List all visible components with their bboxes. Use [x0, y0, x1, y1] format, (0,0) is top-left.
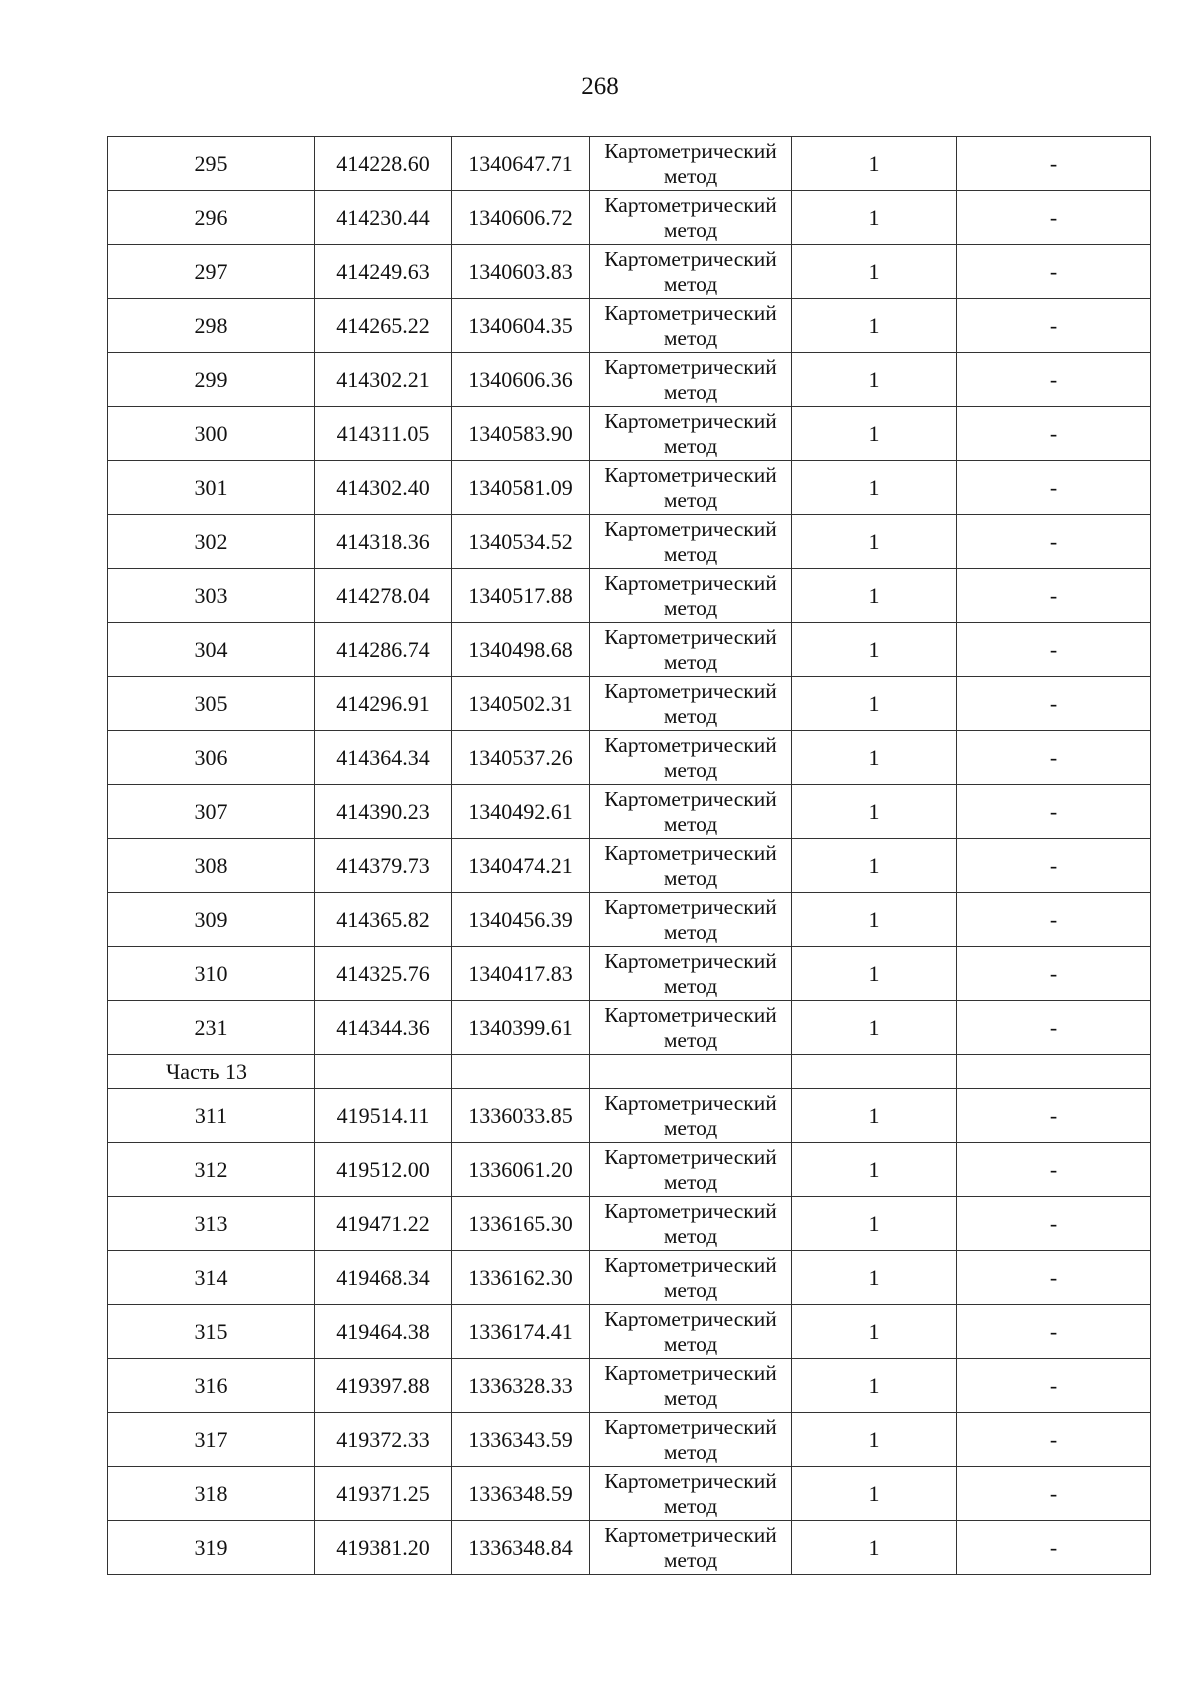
coord-y-cell: 1340581.09 [452, 461, 590, 515]
table-row [108, 839, 1151, 893]
method-line-2: метод [663, 1277, 718, 1302]
table-body-section [108, 1055, 1151, 1089]
point-number-cell: 302 [108, 515, 315, 569]
method-line-1: Картометрический [604, 1414, 777, 1439]
method-line-1: Картометрический [604, 1306, 777, 1331]
method-line-1: Картометрический [604, 246, 777, 271]
accuracy-cell: 1 [792, 893, 957, 947]
method-cell [590, 839, 792, 893]
method-line-2: метод [663, 757, 718, 782]
method-cell [590, 893, 792, 947]
method-cell [590, 1521, 792, 1575]
method-cell [590, 191, 792, 245]
point-number-cell: 319 [108, 1521, 315, 1575]
note-cell: - [957, 569, 1151, 623]
point-number-cell: 310 [108, 947, 315, 1001]
method-line-2: метод [663, 433, 718, 458]
accuracy-cell: 1 [792, 947, 957, 1001]
point-number-cell: 304 [108, 623, 315, 677]
accuracy-cell: 1 [792, 569, 957, 623]
method-line-1: Картометрический [604, 1252, 777, 1277]
method-line-1: Картометрический [604, 192, 777, 217]
method-line-2: метод [663, 487, 718, 512]
method-line-1: Картометрический [604, 408, 777, 433]
coord-x-cell: 414278.04 [315, 569, 452, 623]
coord-y-cell: 1336162.30 [452, 1251, 590, 1305]
method-cell [590, 785, 792, 839]
accuracy-cell: 1 [792, 191, 957, 245]
method-line-2: метод [663, 1439, 718, 1464]
method-line-1: Картометрический [604, 786, 777, 811]
point-number-cell: 317 [108, 1413, 315, 1467]
method-line-2: метод [663, 919, 718, 944]
note-cell: - [957, 245, 1151, 299]
point-number-cell: 303 [108, 569, 315, 623]
empty-cell [315, 1055, 452, 1089]
table-row [108, 1001, 1151, 1055]
table-row [108, 1143, 1151, 1197]
table-row [108, 353, 1151, 407]
method-cell [590, 407, 792, 461]
method-line-1: Картометрический [604, 1090, 777, 1115]
coord-x-cell: 414230.44 [315, 191, 452, 245]
coord-y-cell: 1340492.61 [452, 785, 590, 839]
point-number-cell: 297 [108, 245, 315, 299]
note-cell: - [957, 1197, 1151, 1251]
table-row [108, 785, 1151, 839]
note-cell: - [957, 1521, 1151, 1575]
coord-y-cell: 1340537.26 [452, 731, 590, 785]
table-row [108, 137, 1151, 191]
table-row [108, 569, 1151, 623]
coord-y-cell: 1340502.31 [452, 677, 590, 731]
coord-y-cell: 1336061.20 [452, 1143, 590, 1197]
coord-y-cell: 1340474.21 [452, 839, 590, 893]
note-cell: - [957, 515, 1151, 569]
coordinates-table [107, 136, 1151, 1575]
empty-cell [792, 1055, 957, 1089]
note-cell: - [957, 623, 1151, 677]
table-row [108, 1089, 1151, 1143]
method-line-2: метод [663, 217, 718, 242]
method-line-1: Картометрический [604, 138, 777, 163]
note-cell: - [957, 353, 1151, 407]
section-label: Часть 13 [108, 1055, 315, 1089]
coord-x-cell: 414365.82 [315, 893, 452, 947]
note-cell: - [957, 1001, 1151, 1055]
point-number-cell: 313 [108, 1197, 315, 1251]
note-cell: - [957, 893, 1151, 947]
coord-y-cell: 1336348.84 [452, 1521, 590, 1575]
coord-y-cell: 1336174.41 [452, 1305, 590, 1359]
coord-y-cell: 1340399.61 [452, 1001, 590, 1055]
method-line-1: Картометрический [604, 300, 777, 325]
table-row [108, 1305, 1151, 1359]
method-line-2: метод [663, 1115, 718, 1140]
table-row [108, 947, 1151, 1001]
table-row [108, 1413, 1151, 1467]
coord-y-cell: 1336033.85 [452, 1089, 590, 1143]
note-cell: - [957, 137, 1151, 191]
method-line-2: метод [663, 1223, 718, 1248]
point-number-cell: 300 [108, 407, 315, 461]
method-line-1: Картометрический [604, 570, 777, 595]
note-cell: - [957, 1143, 1151, 1197]
point-number-cell: 301 [108, 461, 315, 515]
coord-y-cell: 1340417.83 [452, 947, 590, 1001]
method-cell [590, 137, 792, 191]
note-cell: - [957, 191, 1151, 245]
method-line-2: метод [663, 1027, 718, 1052]
method-line-2: метод [663, 1385, 718, 1410]
method-line-2: метод [663, 595, 718, 620]
table-row [108, 299, 1151, 353]
method-cell [590, 569, 792, 623]
coord-x-cell: 419372.33 [315, 1413, 452, 1467]
point-number-cell: 306 [108, 731, 315, 785]
accuracy-cell: 1 [792, 1521, 957, 1575]
coord-y-cell: 1336328.33 [452, 1359, 590, 1413]
accuracy-cell: 1 [792, 1413, 957, 1467]
note-cell: - [957, 1359, 1151, 1413]
method-cell [590, 731, 792, 785]
method-cell [590, 1001, 792, 1055]
point-number-cell: 314 [108, 1251, 315, 1305]
accuracy-cell: 1 [792, 353, 957, 407]
method-line-2: метод [663, 1169, 718, 1194]
method-cell [590, 299, 792, 353]
method-cell [590, 1305, 792, 1359]
table-body-before [108, 137, 1151, 1055]
method-line-2: метод [663, 703, 718, 728]
coord-y-cell: 1340456.39 [452, 893, 590, 947]
coord-y-cell: 1340603.83 [452, 245, 590, 299]
point-number-cell: 315 [108, 1305, 315, 1359]
method-line-1: Картометрический [604, 894, 777, 919]
coord-x-cell: 414364.34 [315, 731, 452, 785]
accuracy-cell: 1 [792, 731, 957, 785]
point-number-cell: 296 [108, 191, 315, 245]
method-cell [590, 1251, 792, 1305]
point-number-cell: 318 [108, 1467, 315, 1521]
note-cell: - [957, 1413, 1151, 1467]
coord-y-cell: 1340606.36 [452, 353, 590, 407]
method-line-1: Картометрический [604, 1360, 777, 1385]
method-line-1: Картометрический [604, 1144, 777, 1169]
accuracy-cell: 1 [792, 1251, 957, 1305]
table-row [108, 461, 1151, 515]
coord-y-cell: 1336165.30 [452, 1197, 590, 1251]
method-line-2: метод [663, 811, 718, 836]
note-cell: - [957, 299, 1151, 353]
table-body-after [108, 1089, 1151, 1575]
coord-x-cell: 419471.22 [315, 1197, 452, 1251]
coord-x-cell: 419464.38 [315, 1305, 452, 1359]
accuracy-cell: 1 [792, 623, 957, 677]
coord-y-cell: 1340647.71 [452, 137, 590, 191]
accuracy-cell: 1 [792, 1089, 957, 1143]
table-row [108, 407, 1151, 461]
coord-x-cell: 419371.25 [315, 1467, 452, 1521]
method-line-1: Картометрический [604, 516, 777, 541]
method-line-2: метод [663, 541, 718, 566]
method-line-2: метод [663, 379, 718, 404]
table-row [108, 1197, 1151, 1251]
empty-cell [590, 1055, 792, 1089]
accuracy-cell: 1 [792, 299, 957, 353]
method-cell [590, 947, 792, 1001]
page-number: 268 [581, 73, 619, 100]
note-cell: - [957, 1467, 1151, 1521]
coord-x-cell: 414249.63 [315, 245, 452, 299]
method-line-1: Картометрический [604, 624, 777, 649]
accuracy-cell: 1 [792, 461, 957, 515]
coord-y-cell: 1336343.59 [452, 1413, 590, 1467]
table-row [108, 1251, 1151, 1305]
coord-x-cell: 414344.36 [315, 1001, 452, 1055]
coord-x-cell: 414302.40 [315, 461, 452, 515]
point-number-cell: 295 [108, 137, 315, 191]
coord-y-cell: 1340604.35 [452, 299, 590, 353]
method-line-1: Картометрический [604, 678, 777, 703]
method-line-1: Картометрический [604, 1522, 777, 1547]
point-number-cell: 307 [108, 785, 315, 839]
coord-x-cell: 414379.73 [315, 839, 452, 893]
accuracy-cell: 1 [792, 1467, 957, 1521]
accuracy-cell: 1 [792, 1197, 957, 1251]
method-cell [590, 1143, 792, 1197]
method-cell [590, 623, 792, 677]
point-number-cell: 316 [108, 1359, 315, 1413]
method-line-2: метод [663, 1547, 718, 1572]
coord-x-cell: 414390.23 [315, 785, 452, 839]
method-line-1: Картометрический [604, 840, 777, 865]
method-cell [590, 1089, 792, 1143]
method-cell [590, 461, 792, 515]
coord-x-cell: 414286.74 [315, 623, 452, 677]
note-cell: - [957, 461, 1151, 515]
note-cell: - [957, 731, 1151, 785]
table-row [108, 623, 1151, 677]
point-number-cell: 311 [108, 1089, 315, 1143]
note-cell: - [957, 785, 1151, 839]
method-line-1: Картометрический [604, 354, 777, 379]
method-cell [590, 1413, 792, 1467]
note-cell: - [957, 839, 1151, 893]
note-cell: - [957, 677, 1151, 731]
method-line-1: Картометрический [604, 948, 777, 973]
method-line-1: Картометрический [604, 1468, 777, 1493]
table-row [108, 893, 1151, 947]
table-row [108, 677, 1151, 731]
accuracy-cell: 1 [792, 1001, 957, 1055]
empty-cell [957, 1055, 1151, 1089]
coord-x-cell: 414296.91 [315, 677, 452, 731]
coord-x-cell: 414228.60 [315, 137, 452, 191]
method-line-2: метод [663, 1493, 718, 1518]
method-line-2: метод [663, 865, 718, 890]
table-row [108, 1359, 1151, 1413]
method-line-2: метод [663, 325, 718, 350]
coord-x-cell: 419468.34 [315, 1251, 452, 1305]
method-line-2: метод [663, 163, 718, 188]
coord-x-cell: 419514.11 [315, 1089, 452, 1143]
coord-y-cell: 1336348.59 [452, 1467, 590, 1521]
table-row [108, 731, 1151, 785]
method-line-2: метод [663, 271, 718, 296]
note-cell: - [957, 947, 1151, 1001]
method-line-1: Картометрический [604, 1198, 777, 1223]
accuracy-cell: 1 [792, 137, 957, 191]
point-number-cell: 308 [108, 839, 315, 893]
point-number-cell: 312 [108, 1143, 315, 1197]
accuracy-cell: 1 [792, 839, 957, 893]
coord-x-cell: 414318.36 [315, 515, 452, 569]
point-number-cell: 305 [108, 677, 315, 731]
method-cell [590, 1197, 792, 1251]
coord-x-cell: 414302.21 [315, 353, 452, 407]
point-number-cell: 298 [108, 299, 315, 353]
method-cell [590, 515, 792, 569]
table-row [108, 245, 1151, 299]
accuracy-cell: 1 [792, 785, 957, 839]
note-cell: - [957, 1089, 1151, 1143]
point-number-cell: 309 [108, 893, 315, 947]
method-cell [590, 353, 792, 407]
method-line-1: Картометрический [604, 462, 777, 487]
point-number-cell: 231 [108, 1001, 315, 1055]
method-line-2: метод [663, 649, 718, 674]
coord-y-cell: 1340517.88 [452, 569, 590, 623]
method-cell [590, 245, 792, 299]
coord-x-cell: 419381.20 [315, 1521, 452, 1575]
method-cell [590, 1359, 792, 1413]
coord-x-cell: 414265.22 [315, 299, 452, 353]
table-row [108, 1467, 1151, 1521]
method-line-2: метод [663, 973, 718, 998]
method-line-1: Картометрический [604, 732, 777, 757]
accuracy-cell: 1 [792, 1359, 957, 1413]
empty-cell [452, 1055, 590, 1089]
note-cell: - [957, 407, 1151, 461]
accuracy-cell: 1 [792, 245, 957, 299]
coord-y-cell: 1340498.68 [452, 623, 590, 677]
section-row [108, 1055, 1151, 1089]
method-cell [590, 677, 792, 731]
table-row [108, 191, 1151, 245]
table-row [108, 1521, 1151, 1575]
method-line-2: метод [663, 1331, 718, 1356]
coord-y-cell: 1340534.52 [452, 515, 590, 569]
accuracy-cell: 1 [792, 677, 957, 731]
accuracy-cell: 1 [792, 1305, 957, 1359]
accuracy-cell: 1 [792, 407, 957, 461]
coord-x-cell: 419512.00 [315, 1143, 452, 1197]
note-cell: - [957, 1251, 1151, 1305]
accuracy-cell: 1 [792, 515, 957, 569]
coord-x-cell: 419397.88 [315, 1359, 452, 1413]
table-row [108, 515, 1151, 569]
coord-y-cell: 1340583.90 [452, 407, 590, 461]
coord-x-cell: 414325.76 [315, 947, 452, 1001]
note-cell: - [957, 1305, 1151, 1359]
accuracy-cell: 1 [792, 1143, 957, 1197]
method-line-1: Картометрический [604, 1002, 777, 1027]
coord-x-cell: 414311.05 [315, 407, 452, 461]
coord-y-cell: 1340606.72 [452, 191, 590, 245]
method-cell [590, 1467, 792, 1521]
point-number-cell: 299 [108, 353, 315, 407]
